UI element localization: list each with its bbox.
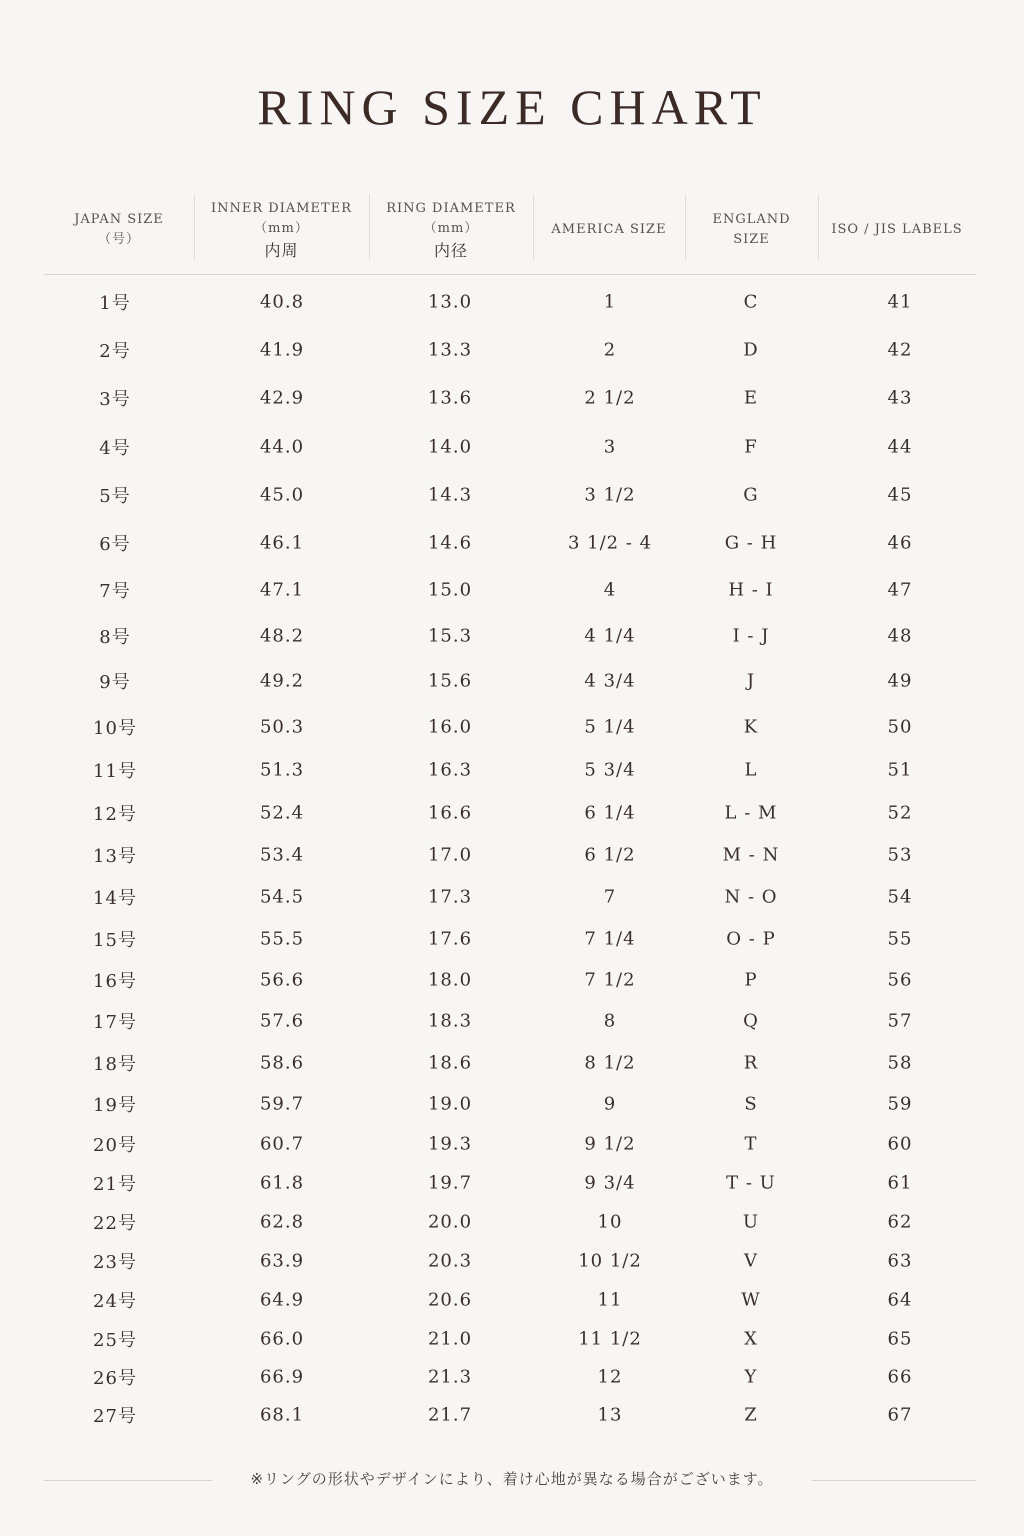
cell-japan-size: 4号 [99,438,131,459]
cell-ring-diameter: 19.0 [427,1093,473,1115]
cell-england-size: T [744,1133,758,1155]
cell-ring-diameter: 16.0 [427,716,473,738]
cell-america-size: 4 3/4 [584,670,636,692]
cell-japan-size: 15号 [93,930,137,951]
cell-ring-diameter: 15.6 [427,670,473,692]
cell-ring-diameter: 13.3 [427,339,473,361]
cell-america-size: 9 3/4 [584,1172,636,1194]
cell-inner-diameter: 52.4 [259,802,305,824]
cell-inner-diameter: 68.1 [259,1404,305,1426]
cell-iso-jis-labels: 52 [887,802,913,824]
cell-ring-diameter: 14.0 [427,436,473,458]
footer-divider-left [44,1480,212,1481]
header-column-divider [818,194,819,260]
cell-japan-size: 6号 [99,534,131,555]
cell-england-size: T - U [726,1172,776,1194]
cell-japan-size: 14号 [93,888,137,909]
header-label-line: SIZE [733,232,770,247]
cell-america-size: 6 1/4 [584,802,636,824]
cell-america-size: 5 1/4 [584,716,636,738]
cell-japan-size: 13号 [93,846,137,867]
cell-iso-jis-labels: 49 [887,670,913,692]
cell-inner-diameter: 41.9 [259,339,305,361]
header-label-line: （mm） [423,221,479,236]
cell-ring-diameter: 15.0 [427,579,473,601]
cell-iso-jis-labels: 50 [887,716,913,738]
cell-inner-diameter: 57.6 [259,1010,305,1032]
header-column-divider [369,194,370,260]
cell-japan-size: 21号 [93,1174,137,1195]
cell-japan-size: 8号 [99,627,131,648]
cell-ring-diameter: 19.7 [427,1172,473,1194]
cell-inner-diameter: 62.8 [259,1211,305,1233]
cell-america-size: 9 [603,1093,617,1115]
cell-america-size: 2 [603,339,617,361]
cell-america-size: 8 [603,1010,617,1032]
cell-america-size: 3 [603,436,617,458]
cell-iso-jis-labels: 66 [887,1366,913,1388]
header-label-line: （mm） [254,221,309,236]
cell-japan-size: 16号 [93,971,137,992]
cell-inner-diameter: 47.1 [259,579,305,601]
cell-inner-diameter: 66.0 [259,1328,305,1350]
cell-ring-diameter: 20.6 [427,1289,473,1311]
cell-ring-diameter: 16.3 [427,759,473,781]
cell-iso-jis-labels: 42 [887,339,913,361]
cell-america-size: 7 1/4 [584,928,636,950]
header-label-line: RING DIAMETER [386,201,516,216]
cell-iso-jis-labels: 43 [887,387,913,409]
cell-england-size: O - P [726,928,776,950]
cell-japan-size: 17号 [93,1012,137,1033]
cell-england-size: L - M [724,802,778,824]
cell-england-size: D [743,339,759,361]
cell-america-size: 2 1/2 [584,387,636,409]
cell-america-size: 1 [603,291,617,313]
cell-iso-jis-labels: 63 [887,1250,913,1272]
cell-japan-size: 5号 [99,486,131,507]
cell-ring-diameter: 20.0 [427,1211,473,1233]
cell-inner-diameter: 58.6 [259,1052,305,1074]
cell-england-size: N - O [724,886,778,908]
cell-iso-jis-labels: 53 [887,844,913,866]
header-label-line: AMERICA SIZE [551,222,667,237]
header-japan-size [44,186,194,274]
header-label-line: （号） [97,232,140,247]
cell-england-size: Y [744,1366,758,1388]
cell-iso-jis-labels: 48 [887,625,913,647]
cell-america-size: 11 1/2 [578,1328,642,1350]
cell-england-size: U [742,1211,760,1233]
cell-ring-diameter: 17.3 [427,886,473,908]
cell-ring-diameter: 18.0 [427,969,473,991]
cell-japan-size: 10号 [93,718,137,739]
header-label-jp: 内周 [264,241,299,260]
cell-ring-diameter: 13.6 [427,387,473,409]
cell-inner-diameter: 53.4 [259,844,305,866]
cell-japan-size: 12号 [93,804,137,825]
header-label-line: JAPAN SIZE [74,212,164,227]
cell-iso-jis-labels: 65 [887,1328,913,1350]
header-column-divider [194,194,195,260]
cell-america-size: 7 [603,886,617,908]
cell-america-size: 7 1/2 [584,969,636,991]
cell-inner-diameter: 64.9 [259,1289,305,1311]
cell-america-size: 13 [597,1404,623,1426]
cell-ring-diameter: 21.0 [427,1328,473,1350]
cell-ring-diameter: 21.7 [427,1404,473,1426]
cell-japan-size: 26号 [93,1368,137,1389]
header-iso-jis-labels [818,186,976,274]
cell-iso-jis-labels: 64 [887,1289,913,1311]
cell-japan-size: 22号 [93,1213,137,1234]
footer-note: ※リングの形状やデザインにより、着け心地が異なる場合がございます。 [250,1470,774,1488]
cell-iso-jis-labels: 61 [887,1172,913,1194]
cell-iso-jis-labels: 41 [887,291,913,313]
cell-america-size: 6 1/2 [584,844,636,866]
header-label-line: ENGLAND [712,212,791,227]
cell-japan-size: 19号 [93,1095,137,1116]
cell-america-size: 3 1/2 [584,484,636,506]
cell-japan-size: 2号 [99,341,131,362]
cell-england-size: Z [744,1404,758,1426]
cell-inner-diameter: 45.0 [259,484,305,506]
cell-america-size: 9 1/2 [584,1133,636,1155]
cell-iso-jis-labels: 57 [887,1010,913,1032]
cell-iso-jis-labels: 45 [887,484,913,506]
cell-inner-diameter: 42.9 [259,387,305,409]
cell-ring-diameter: 13.0 [427,291,473,313]
cell-inner-diameter: 63.9 [259,1250,305,1272]
cell-japan-size: 11号 [93,761,137,782]
cell-japan-size: 27号 [93,1406,137,1427]
cell-iso-jis-labels: 62 [887,1211,913,1233]
cell-ring-diameter: 17.6 [427,928,473,950]
cell-iso-jis-labels: 60 [887,1133,913,1155]
cell-ring-diameter: 18.3 [427,1010,473,1032]
cell-japan-size: 24号 [93,1291,137,1312]
cell-iso-jis-labels: 54 [887,886,913,908]
cell-inner-diameter: 51.3 [259,759,305,781]
cell-england-size: H - I [728,579,774,601]
header-ring-diameter [369,186,533,274]
cell-iso-jis-labels: 56 [887,969,913,991]
cell-japan-size: 20号 [93,1135,137,1156]
cell-japan-size: 25号 [93,1330,137,1351]
cell-inner-diameter: 46.1 [259,532,305,554]
cell-england-size: X [744,1328,758,1350]
cell-japan-size: 3号 [99,389,131,410]
cell-england-size: F [744,436,758,458]
cell-england-size: W [741,1289,761,1311]
cell-england-size: K [743,716,759,738]
cell-england-size: G [743,484,759,506]
cell-ring-diameter: 20.3 [427,1250,473,1272]
cell-iso-jis-labels: 58 [887,1052,913,1074]
cell-iso-jis-labels: 59 [887,1093,913,1115]
cell-america-size: 3 1/2 - 4 [567,532,653,554]
cell-ring-diameter: 16.6 [427,802,473,824]
cell-america-size: 8 1/2 [584,1052,636,1074]
cell-ring-diameter: 14.6 [427,532,473,554]
cell-inner-diameter: 40.8 [259,291,305,313]
cell-england-size: S [744,1093,758,1115]
cell-inner-diameter: 61.8 [259,1172,305,1194]
cell-england-size: R [743,1052,759,1074]
cell-ring-diameter: 19.3 [427,1133,473,1155]
cell-inner-diameter: 59.7 [259,1093,305,1115]
cell-england-size: M - N [722,844,780,866]
header-america-size [533,186,685,274]
cell-inner-diameter: 55.5 [259,928,305,950]
cell-england-size: J [746,670,756,692]
header-column-divider [685,194,686,260]
cell-japan-size: 9号 [99,672,131,693]
cell-ring-diameter: 18.6 [427,1052,473,1074]
header-england-size [685,186,818,274]
cell-england-size: V [744,1250,758,1272]
cell-iso-jis-labels: 67 [887,1404,913,1426]
cell-england-size: C [743,291,759,313]
cell-inner-diameter: 66.9 [259,1366,305,1388]
cell-japan-size: 1号 [99,293,131,314]
cell-america-size: 4 [603,579,617,601]
cell-inner-diameter: 60.7 [259,1133,305,1155]
cell-england-size: E [743,387,759,409]
header-label-line: ISO / JIS LABELS [831,222,963,237]
cell-england-size: L [744,759,758,781]
cell-inner-diameter: 49.2 [259,670,305,692]
cell-japan-size: 18号 [93,1054,137,1075]
cell-inner-diameter: 56.6 [259,969,305,991]
cell-america-size: 5 3/4 [584,759,636,781]
cell-england-size: Q [743,1010,759,1032]
cell-ring-diameter: 21.3 [427,1366,473,1388]
cell-iso-jis-labels: 44 [887,436,913,458]
header-column-divider [533,194,534,260]
page-title: RING SIZE CHART [257,79,767,135]
cell-america-size: 10 [597,1211,623,1233]
cell-ring-diameter: 15.3 [427,625,473,647]
cell-iso-jis-labels: 46 [887,532,913,554]
cell-america-size: 11 [597,1289,623,1311]
cell-japan-size: 23号 [93,1252,137,1273]
cell-america-size: 10 1/2 [578,1250,642,1272]
cell-england-size: I - J [732,625,770,647]
cell-iso-jis-labels: 55 [887,928,913,950]
cell-ring-diameter: 17.0 [427,844,473,866]
cell-america-size: 12 [597,1366,623,1388]
table-header [44,186,976,275]
cell-ring-diameter: 14.3 [427,484,473,506]
cell-england-size: G - H [724,532,778,554]
cell-america-size: 4 1/4 [584,625,636,647]
header-label-jp: 内径 [433,241,468,260]
footer-divider-right [812,1480,976,1481]
cell-inner-diameter: 48.2 [259,625,305,647]
cell-england-size: P [744,969,758,991]
cell-inner-diameter: 44.0 [259,436,305,458]
cell-inner-diameter: 50.3 [259,716,305,738]
cell-iso-jis-labels: 47 [887,579,913,601]
cell-iso-jis-labels: 51 [887,759,913,781]
cell-japan-size: 7号 [99,581,131,602]
cell-inner-diameter: 54.5 [259,886,305,908]
header-inner-diameter [194,186,369,274]
header-label-line: INNER DIAMETER [211,201,352,216]
